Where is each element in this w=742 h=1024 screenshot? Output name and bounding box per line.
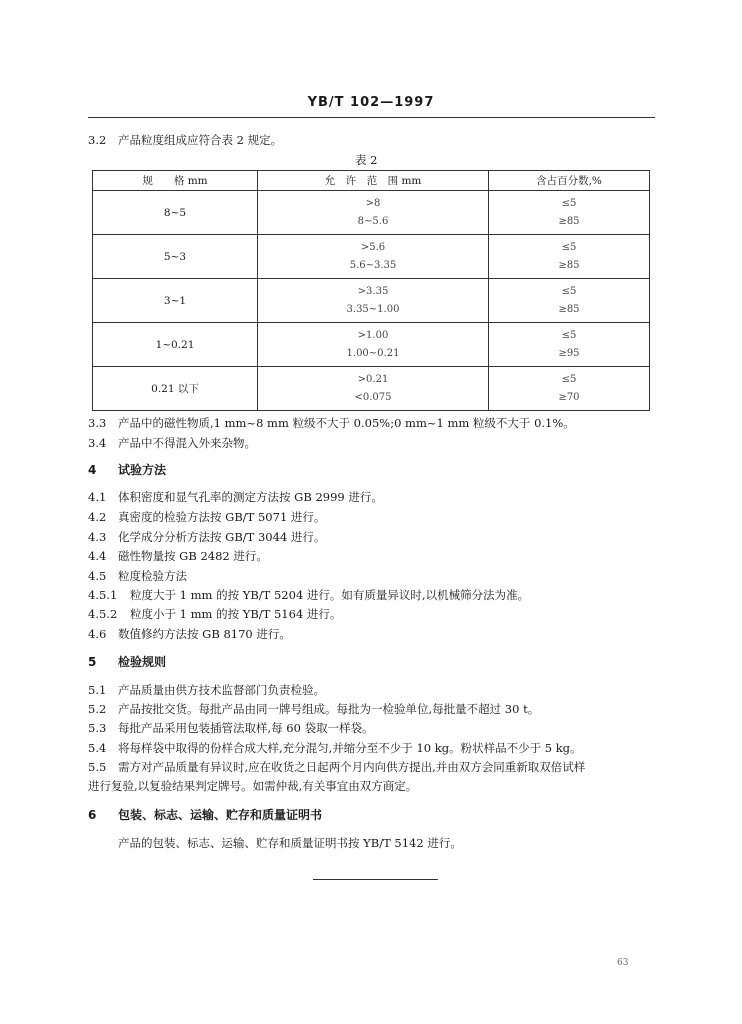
range-lower: 8~5.6 <box>357 215 389 227</box>
header-range: 允 许 范 围 mm <box>258 171 489 191</box>
section-number: 5 <box>88 655 97 669</box>
range-cell <box>258 191 489 235</box>
content-lower: ≥95 <box>558 347 580 359</box>
range-lower: <0.075 <box>354 391 392 403</box>
content-lower: ≥85 <box>558 259 580 271</box>
clause-number: 4.1 <box>88 490 107 504</box>
clause-number: 4.5.2 <box>88 607 118 621</box>
range-lower: 3.35~1.00 <box>346 303 400 315</box>
clause-4-4 <box>88 549 268 563</box>
clause-number: 3.4 <box>88 436 107 450</box>
clause-text: 数值修约方法按 GB 8170 进行。 <box>118 627 291 641</box>
clause-number: 4.6 <box>88 627 107 641</box>
header-rule <box>88 117 655 118</box>
table-row <box>93 323 650 367</box>
content-lower: ≥85 <box>558 303 580 315</box>
clause-number: 4.5 <box>88 569 107 583</box>
clause-5-5-continuation <box>88 779 417 793</box>
clause-4-6 <box>88 627 291 641</box>
range-upper: >5.6 <box>360 241 386 253</box>
clause-text: 磁性物量按 GB 2482 进行。 <box>118 549 268 563</box>
clause-number: 5.5 <box>88 760 107 774</box>
clause-text: 产品粒度组成应符合表 2 规定。 <box>118 133 283 147</box>
section-4-heading <box>88 463 166 477</box>
clause-number: 4.3 <box>88 530 107 544</box>
size-cell: 0.21 以下 <box>93 367 258 411</box>
clause-text: 进行复验,以复验结果判定牌号。如需仲裁,有关事宜由双方商定。 <box>88 779 418 793</box>
size-cell: 5~3 <box>93 235 258 279</box>
content-cell <box>489 279 650 323</box>
section-title: 试验方法 <box>118 463 167 477</box>
section-number: 4 <box>88 463 97 477</box>
clause-5-4 <box>88 741 582 755</box>
range-lower: 1.00~0.21 <box>346 347 400 359</box>
clause-text: 每批产品采用包装插管法取样,每 60 袋取一样袋。 <box>118 721 374 735</box>
clause-3-2 <box>88 133 282 147</box>
clause-text: 化学成分分析方法按 GB/T 3044 进行。 <box>118 530 326 544</box>
clause-number: 3.3 <box>88 416 107 430</box>
content-upper: ≤5 <box>561 197 577 209</box>
clause-5-1 <box>88 683 325 697</box>
clause-3-3 <box>88 416 575 430</box>
clause-text: 产品按批交货。每批产品由同一牌号组成。每批为一检验单位,每批量不超过 30 t。 <box>118 702 540 716</box>
range-cell <box>258 235 489 279</box>
section-number: 6 <box>88 808 97 822</box>
clause-3-4 <box>88 436 256 450</box>
table-row <box>93 367 650 411</box>
section-title: 包装、标志、运输、贮存和质量证明书 <box>118 808 323 822</box>
range-lower: 5.6~3.35 <box>349 259 397 271</box>
clause-text: 产品中不得混入外来杂物。 <box>118 436 256 450</box>
end-rule <box>313 879 438 880</box>
range-cell <box>258 323 489 367</box>
clause-number: 5.3 <box>88 721 107 735</box>
section-title: 检验规则 <box>118 655 167 669</box>
page-number: 63 <box>617 958 629 968</box>
clause-text: 真密度的检验方法按 GB/T 5071 进行。 <box>118 510 326 524</box>
clause-number: 5.4 <box>88 741 107 755</box>
size-cell: 1~0.21 <box>93 323 258 367</box>
size-cell: 3~1 <box>93 279 258 323</box>
content-upper: ≤5 <box>561 285 577 297</box>
content-upper: ≤5 <box>561 241 577 253</box>
section-6-heading <box>88 808 322 822</box>
header-content: 含占百分数,% <box>489 171 650 191</box>
clause-5-5 <box>88 760 585 774</box>
size-cell: 8~5 <box>93 191 258 235</box>
section-5-heading <box>88 655 166 669</box>
section-6-body: 产品的包装、标志、运输、贮存和质量证明书按 YB/T 5142 进行。 <box>118 836 462 850</box>
range-upper: >0.21 <box>357 373 389 385</box>
content-lower: ≥70 <box>558 391 580 403</box>
clause-number: 5.2 <box>88 702 107 716</box>
clause-text: 产品质量由供方技术监督部门负责检验。 <box>118 683 325 697</box>
standard-code-header: YB/T 102—1997 <box>307 95 435 110</box>
content-cell <box>489 235 650 279</box>
clause-4-5-1 <box>88 588 529 602</box>
content-lower: ≥85 <box>558 215 580 227</box>
table-header-row <box>93 171 650 191</box>
table-row <box>93 235 650 279</box>
clause-text: 将每样袋中取得的份样合成大样,充分混匀,并缩分至不少于 10 kg。粉状样品不少于 5 kg。 <box>118 741 582 755</box>
range-upper: >8 <box>365 197 381 209</box>
clause-5-3 <box>88 721 374 735</box>
clause-number: 4.5.1 <box>88 588 118 602</box>
range-upper: >3.35 <box>357 285 389 297</box>
content-upper: ≤5 <box>561 373 577 385</box>
clause-number: 4.2 <box>88 510 107 524</box>
clause-5-2 <box>88 702 539 716</box>
content-cell <box>489 367 650 411</box>
clause-4-5 <box>88 569 187 583</box>
range-cell <box>258 279 489 323</box>
clause-4-2 <box>88 510 325 524</box>
clause-number: 4.4 <box>88 549 107 563</box>
content-cell <box>489 323 650 367</box>
range-upper: >1.00 <box>357 329 389 341</box>
clause-number: 3.2 <box>88 133 107 147</box>
clause-4-5-2 <box>88 607 341 621</box>
clause-text: 产品中的磁性物质,1 mm~8 mm 粒级不大于 0.05%;0 mm~1 mm 粒级不大于 0.1%。 <box>118 416 575 430</box>
table-row <box>93 279 650 323</box>
content-cell <box>489 191 650 235</box>
clause-text: 需方对产品质量有异议时,应在收货之日起两个月内向供方提出,并由双方会同重新取双倍试样 <box>118 760 586 774</box>
clause-text: 粒度检验方法 <box>118 569 187 583</box>
clause-text: 粒度小于 1 mm 的按 YB/T 5164 进行。 <box>130 607 342 621</box>
clause-number: 5.1 <box>88 683 107 697</box>
clause-text: 体积密度和显气孔率的测定方法按 GB 2999 进行。 <box>118 490 383 504</box>
content-upper: ≤5 <box>561 329 577 341</box>
clause-4-3 <box>88 530 325 544</box>
range-cell <box>258 367 489 411</box>
table-caption: 表 2 <box>355 153 378 167</box>
header-size: 规 格 mm <box>93 171 258 191</box>
clause-4-1 <box>88 490 383 504</box>
clause-text: 粒度大于 1 mm 的按 YB/T 5204 进行。如有质量异议时,以机械筛分法为准。 <box>130 588 530 602</box>
granularity-table <box>92 170 650 411</box>
table-row <box>93 191 650 235</box>
